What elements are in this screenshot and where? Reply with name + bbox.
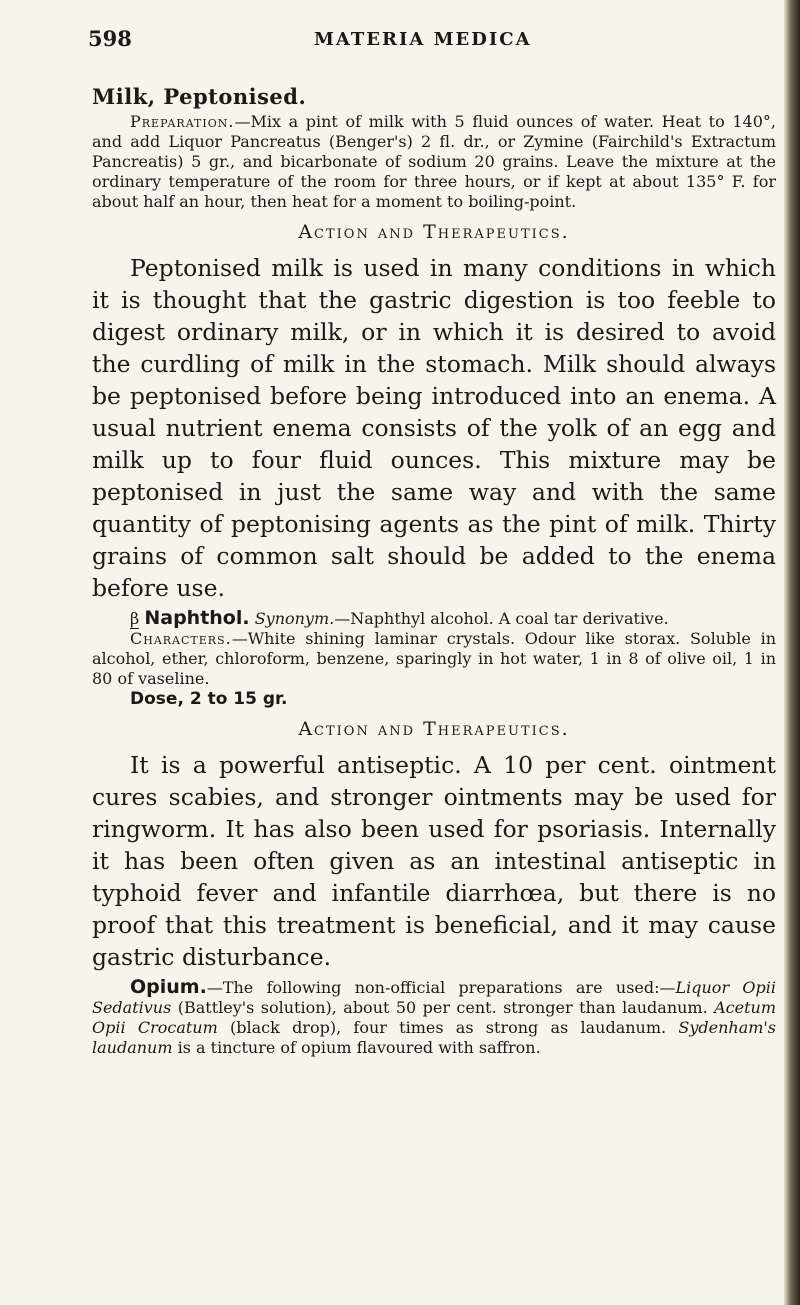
opium-prep-1: Liquor Opii Sedativus	[92, 978, 777, 1017]
synonym-text: —Naphthyl alcohol. A coal tar derivative.	[334, 609, 669, 628]
milk-action-text: Peptonised milk is used in many conditions in which it is thought that the gastric digestion is too feeble to digest ordinary milk, or in which it is desired to avoid the curdling of milk in the stomach. Milk should always be peptonised before being introduced into an enema. A usual nutrient enema consists of the yolk of an egg and milk up to four fluid ounces. This mixture may be peptonised in just the same way and with the same quantity of peptonising agents as the pint of milk. Thirty grains of common salt should be added to the enema before use.	[92, 254, 776, 602]
naphthol-action-text: It is a powerful antiseptic. A 10 per cent. ointment cures scabies, and stronger ointments may be used for ringworm. It has also been used for psoriasis. Internally it has been often given as an intestinal antiseptic in typhoid fever and infantile diarrhœa, but there is no proof that this treatment is beneficial, and it may cause gastric disturbance.	[92, 751, 776, 971]
book-page	[88, 26, 777, 1058]
milk-action-heading: Action and Therapeutics.	[298, 221, 570, 243]
opium-text-2: (Battley's solution), about 50 per cent. stronger than laudanum.	[171, 998, 715, 1017]
page-edge-shadow	[784, 0, 800, 1305]
milk-preparation	[92, 112, 776, 212]
naphthol-entry	[92, 608, 776, 629]
naphthol-title: Naphthol.	[144, 607, 250, 629]
naphthol-characters	[92, 629, 776, 689]
opium-text-1: —The following non-official preparations are used:—	[206, 978, 676, 997]
naphthol-action-heading: Action and Therapeutics.	[298, 718, 570, 740]
page-number: 598	[88, 26, 132, 51]
opium-title: Opium.	[130, 976, 207, 998]
opium-entry	[92, 977, 776, 1058]
characters-label: Characters.	[130, 629, 232, 648]
running-title: MATERIA MEDICA	[314, 29, 532, 50]
naphthol-dose-line	[92, 689, 776, 709]
beta-symbol: β	[130, 609, 140, 628]
characters-text: —White shining laminar crystals. Odour like storax. Soluble in alcohol, ether, chloroform, benzene, sparingly in hot water, 1 in 8 of olive oil, 1 in 80 of vaseline.	[92, 629, 776, 688]
milk-entry-title: Milk, Peptonised.	[92, 84, 307, 109]
naphthol-dose: Dose, 2 to 15 gr.	[130, 689, 288, 709]
opium-text-4: is a tincture of opium flavoured with saffron.	[172, 1038, 541, 1057]
preparation-label: Preparation.	[130, 112, 235, 131]
opium-prep-3: Sydenham's laudanum	[92, 1018, 777, 1057]
synonym-label: Synonym.	[254, 609, 335, 628]
opium-prep-2: Acetum Opii Crocatum	[92, 998, 776, 1037]
preparation-text: —Mix a pint of milk with 5 fluid ounces of water. Heat to 140°, and add Liquor Pancreatus (Benger's) 2 fl. dr., or Zymine (Fairchild's Extractum Pancreatis) 5 gr., and bicarbonate of sodium 20 grains. Leave the mixture at the ordinary temperature of the room for three hours, or if kept at about 135° F. for about half an hour, then heat for a moment to boiling-point.	[92, 112, 776, 211]
running-header	[88, 26, 776, 60]
opium-text-3: (black drop), four times as strong as laudanum.	[217, 1018, 679, 1037]
